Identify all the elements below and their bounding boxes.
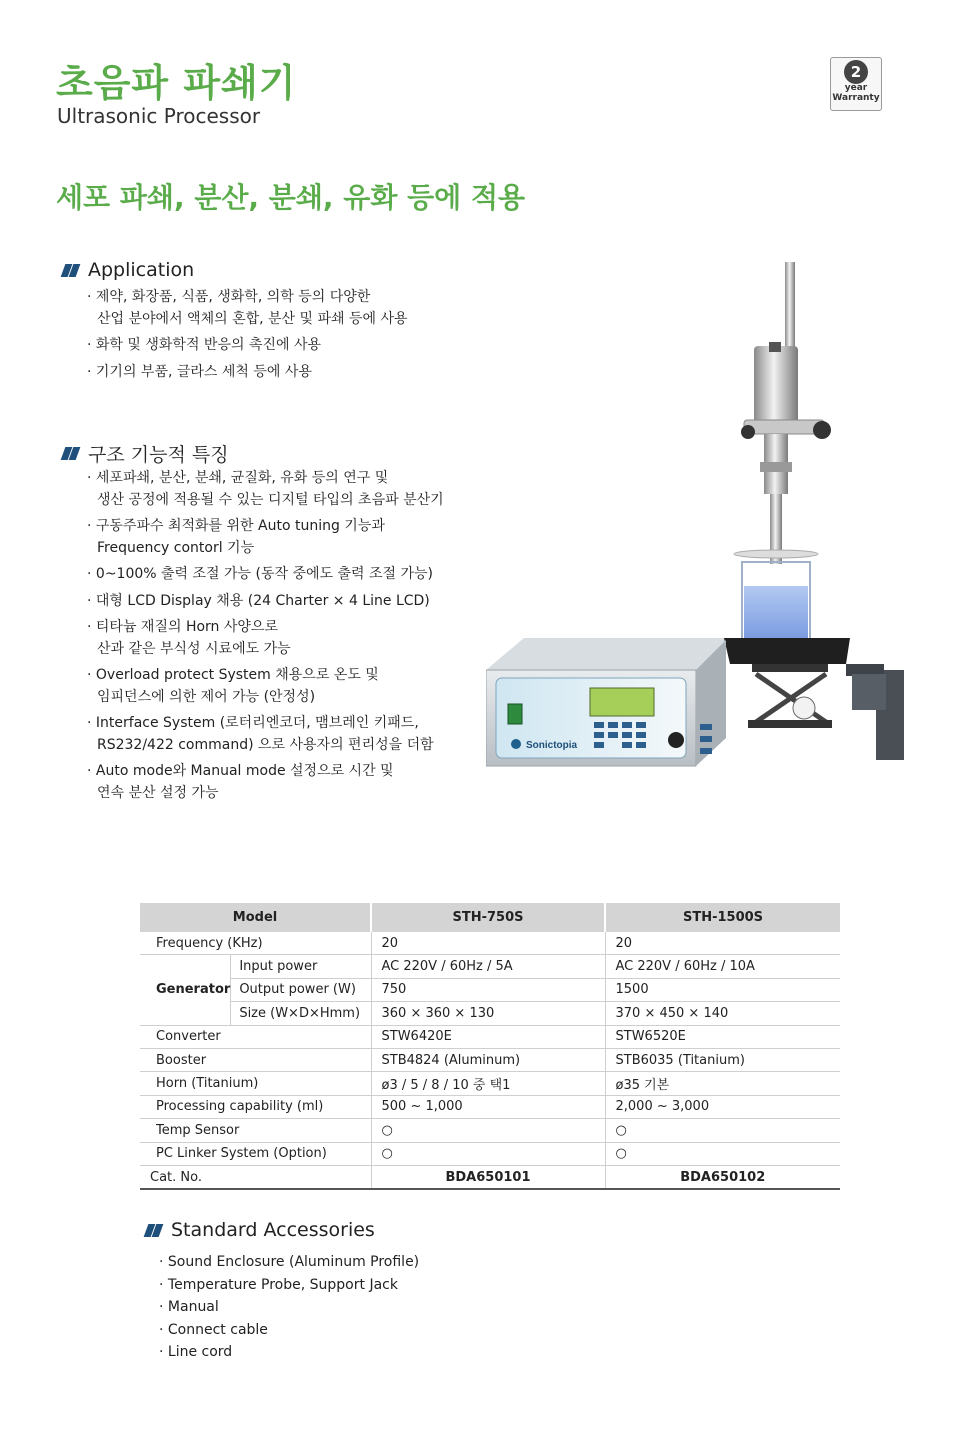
cat-no-sth-750s: BDA650101 [371,1165,605,1189]
list-item: · 기기의 부품, 글라스 세척 등에 사용 [87,362,408,384]
cell-sth-750s: ø3 / 5 / 8 / 10 중 택1 [371,1072,605,1095]
list-item: · 화학 및 생화학적 반응의 촉진에 사용 [87,335,408,357]
table-header-row [140,903,840,932]
list-item: · 대형 LCD Display 채용 (24 Charter × 4 Line LCD) [87,591,444,613]
features-title: 구조 기능적 특징 [88,444,229,466]
cell-sth-1500s: ø35 기본 [605,1072,840,1095]
row-label: Output power (W) [231,978,371,1001]
application-list [87,287,408,388]
table-row [140,1095,840,1118]
table-row [140,1072,840,1095]
cell-sth-1500s: 2,000 ~ 3,000 [605,1095,840,1118]
table-row [140,978,840,1001]
cell-sth-750s: ○ [371,1142,605,1165]
column-header-sth-750s: STH-750S [371,903,605,932]
warranty-label: Warranty [832,93,880,103]
page-subtitle: Ultrasonic Processor [57,104,261,128]
cell-sth-750s: STW6420E [371,1025,605,1048]
cell-sth-1500s: 20 [605,932,840,955]
row-label: Size (W×D×Hmm) [231,1002,371,1025]
row-label: Horn (Titanium) [140,1072,371,1095]
table-row [140,1002,840,1025]
application-title: Application [88,259,195,281]
column-header-model: Model [140,903,371,932]
section-icon [143,1224,161,1237]
accessories-list [159,1252,419,1365]
cell-sth-750s: ○ [371,1119,605,1142]
row-label: PC Linker System (Option) [140,1142,371,1165]
accessories-title: Standard Accessories [171,1219,375,1241]
table-row [140,1048,840,1071]
warranty-years: 2 [844,60,868,84]
row-label: Converter [140,1025,371,1048]
ultrasonic-processor-illustration [486,262,926,792]
cell-sth-1500s: AC 220V / 60Hz / 10A [605,955,840,978]
cat-no-sth-1500s: BDA650102 [605,1165,840,1189]
cat-no-label: Cat. No. [140,1165,371,1189]
section-icon [60,264,78,277]
list-item: · Auto mode와 Manual mode 설정으로 시간 및 연속 분산 설정 가능 [87,761,444,804]
list-item: · 세포파쇄, 분산, 분쇄, 균질화, 유화 등의 연구 및 생산 공정에 적용될 수 있는 디지털 타입의 초음파 분산기 [87,468,444,511]
generator-label: Generator [140,955,231,1025]
headline: 세포 파쇄, 분산, 분쇄, 유화 등에 적용 [56,181,526,214]
row-label: Processing capability (ml) [140,1095,371,1118]
row-label: Input power [231,955,371,978]
product-image [486,262,926,792]
table-row [140,1025,840,1048]
column-header-sth-1500s: STH-1500S [605,903,840,932]
cell-sth-1500s: STB6035 (Titanium) [605,1048,840,1071]
row-label: Frequency (KHz) [140,932,371,955]
cell-sth-750s: STB4824 (Aluminum) [371,1048,605,1071]
cell-sth-1500s: STW6520E [605,1025,840,1048]
cell-sth-1500s: ○ [605,1119,840,1142]
list-item: · Overload protect System 채용으로 온도 및 임피던스에 의한 제어 가능 (안정성) [87,665,444,708]
list-item: · Line cord [159,1342,419,1364]
warranty-badge [830,57,882,111]
table-row [140,955,840,978]
list-item: · Sound Enclosure (Aluminum Profile) [159,1252,419,1274]
brand-label: Sonictopia [526,740,578,751]
list-item: · Manual [159,1297,419,1319]
table-row [140,1142,840,1165]
cell-sth-1500s: 370 × 450 × 140 [605,1002,840,1025]
list-item: · 0~100% 출력 조절 가능 (동작 중에도 출력 조절 가능) [87,564,444,586]
row-label: Temp Sensor [140,1119,371,1142]
cell-sth-750s: 750 [371,978,605,1001]
features-list [87,468,444,809]
cell-sth-750s: 20 [371,932,605,955]
table-row [140,932,840,955]
section-icon [60,447,78,460]
list-item: · 제약, 화장품, 식품, 생화학, 의학 등의 다양한 산업 분야에서 액체의 혼합, 분산 및 파쇄 등에 사용 [87,287,408,330]
features-heading [60,440,229,467]
row-label: Booster [140,1048,371,1071]
cell-sth-750s: 360 × 360 × 130 [371,1002,605,1025]
cell-sth-750s: 500 ~ 1,000 [371,1095,605,1118]
cell-sth-750s: AC 220V / 60Hz / 5A [371,955,605,978]
table-row [140,1165,840,1189]
cell-sth-1500s: 1500 [605,978,840,1001]
warranty-year-label: year [844,83,868,93]
list-item: · Connect cable [159,1320,419,1342]
page-title: 초음파 파쇄기 [56,61,297,105]
application-heading [60,259,194,281]
list-item: · Interface System (로터리엔코더, 맴브레인 키패드, RS232/422 command) 으로 사용자의 편리성을 더함 [87,713,444,756]
list-item: · Temperature Probe, Support Jack [159,1275,419,1297]
table-row [140,1119,840,1142]
list-item: · 티타늄 재질의 Horn 사양으로 산과 같은 부식성 시료에도 가능 [87,617,444,660]
accessories-heading [143,1219,375,1241]
spec-table [140,903,840,1190]
cell-sth-1500s: ○ [605,1142,840,1165]
list-item: · 구동주파수 최적화를 위한 Auto tuning 기능과 Frequency contorl 기능 [87,516,444,559]
